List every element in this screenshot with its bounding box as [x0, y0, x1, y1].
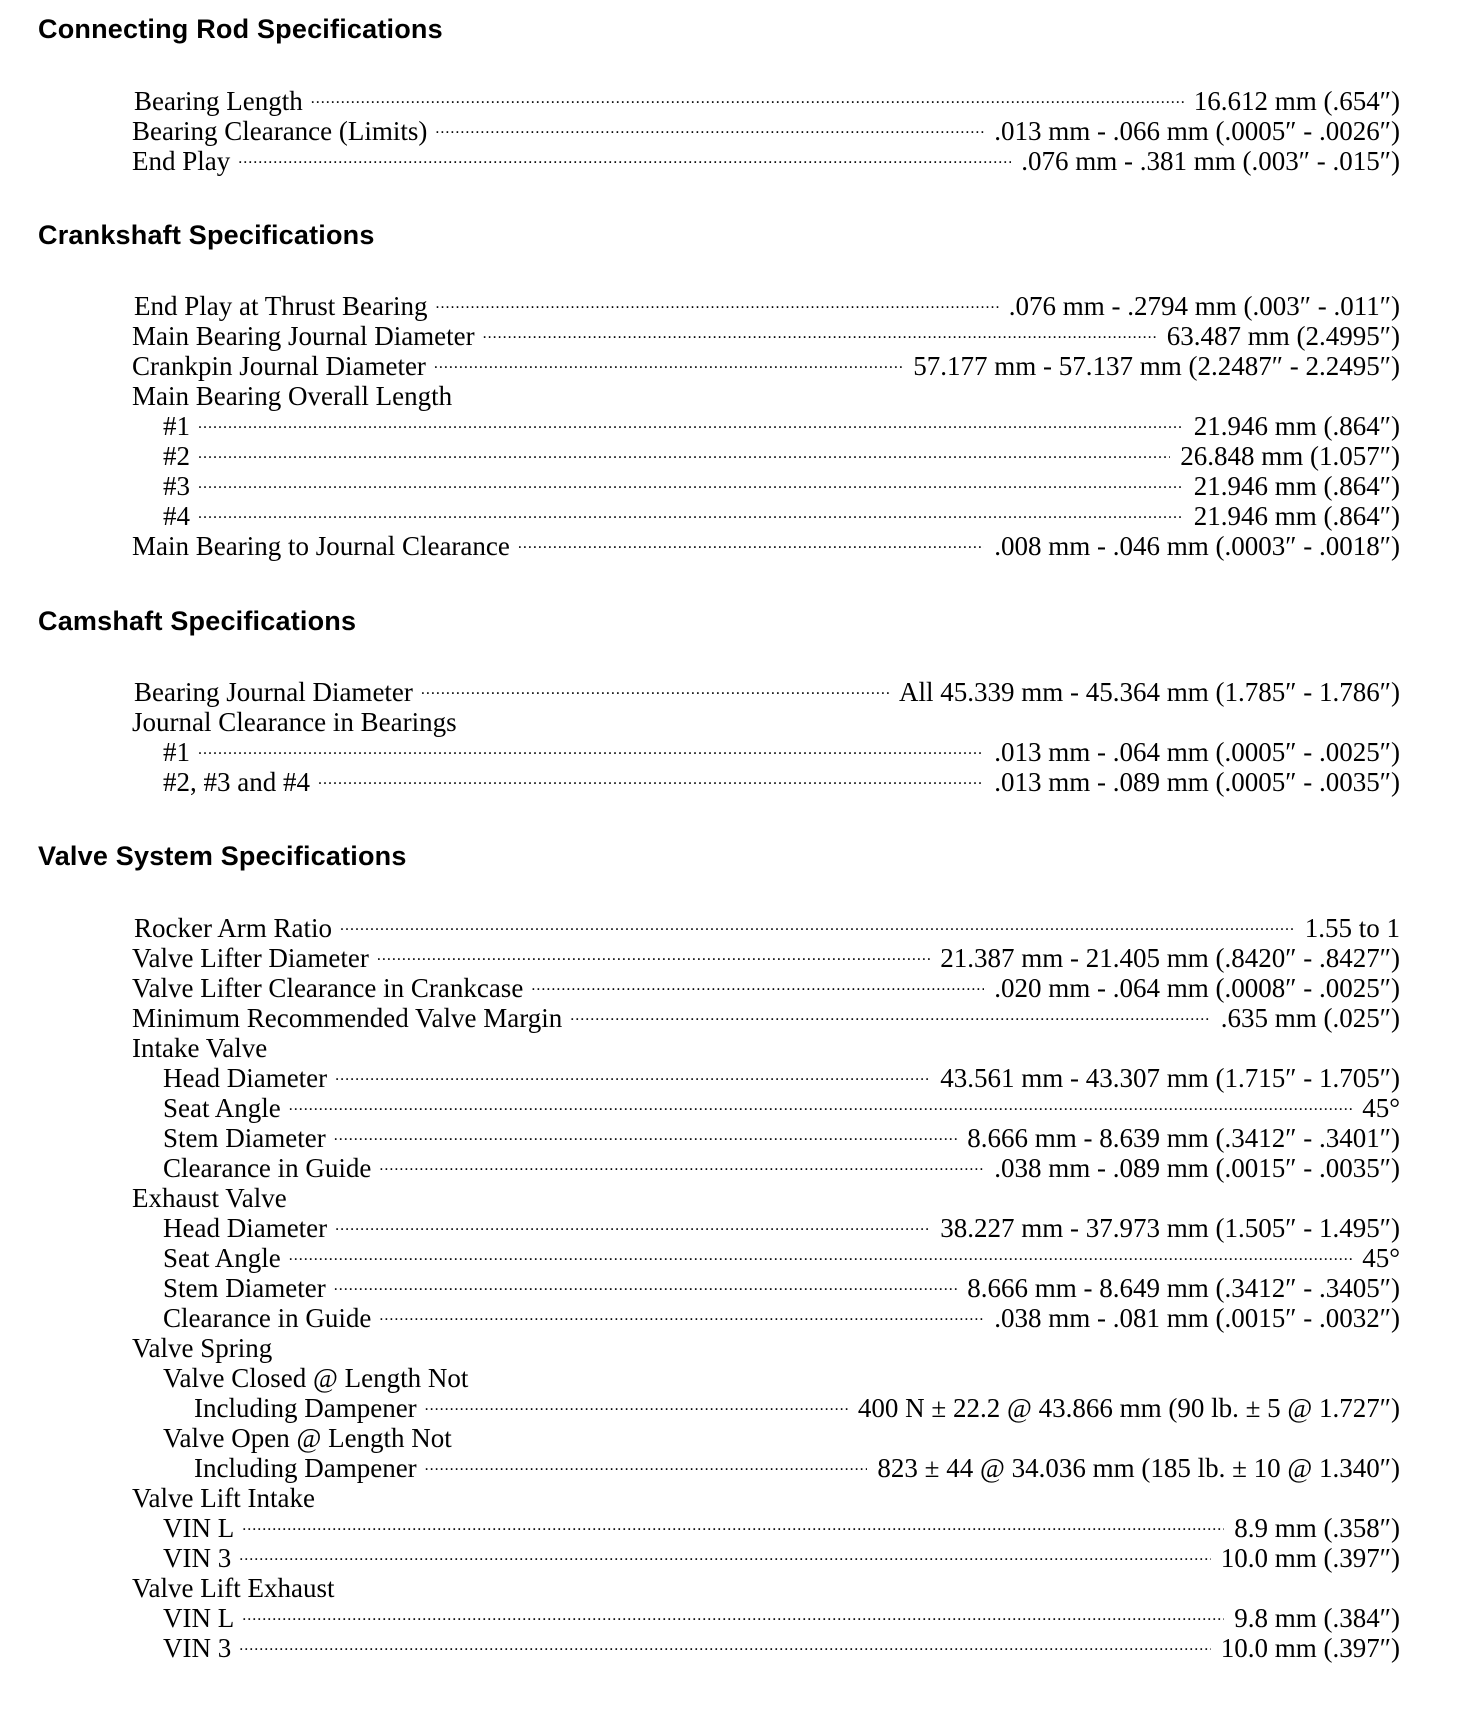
spec-label: Including Dampener — [194, 1453, 417, 1483]
spec-label: Bearing Clearance (Limits) — [132, 116, 428, 146]
spec-row — [132, 146, 1400, 176]
dot-leader — [379, 1155, 984, 1183]
dot-leader — [242, 1605, 1224, 1633]
spec-row — [163, 1513, 1400, 1543]
spec-row — [163, 1063, 1400, 1093]
section-heading-crankshaft: Crankshaft Specifications — [38, 220, 375, 250]
spec-subheading: Valve Lift Intake — [132, 1483, 315, 1513]
section-heading-valve-system: Valve System Specifications — [38, 841, 407, 871]
spec-value: 9.8 mm (.384″) — [1234, 1603, 1400, 1633]
spec-row — [163, 1303, 1400, 1333]
spec-row — [194, 1393, 1400, 1423]
spec-value: 21.946 mm (.864″) — [1193, 471, 1400, 501]
spec-value: .008 mm - .046 mm (.0003″ - .0018″) — [994, 531, 1400, 561]
dot-leader — [334, 1275, 958, 1303]
spec-value: 45° — [1362, 1243, 1400, 1273]
dot-leader — [238, 148, 1011, 176]
spec-label: Including Dampener — [194, 1393, 417, 1423]
spec-value: 45° — [1362, 1093, 1400, 1123]
spec-value: .013 mm - .089 mm (.0005″ - .0035″) — [994, 767, 1400, 797]
dot-leader — [198, 413, 1184, 441]
spec-row — [163, 1123, 1400, 1153]
spec-label: Stem Diameter — [163, 1273, 326, 1303]
spec-row — [163, 411, 1400, 441]
spec-row — [163, 1213, 1400, 1243]
spec-subheading: Valve Open @ Length Not — [163, 1423, 452, 1453]
dot-leader — [239, 1545, 1211, 1573]
spec-label: VIN L — [163, 1513, 235, 1543]
spec-label: Head Diameter — [163, 1213, 328, 1243]
spec-value: 16.612 mm (.654″) — [1193, 86, 1400, 116]
dot-leader — [289, 1095, 1352, 1123]
spec-value: 10.0 mm (.397″) — [1220, 1633, 1400, 1663]
spec-value: 21.946 mm (.864″) — [1193, 411, 1400, 441]
spec-row — [163, 1633, 1400, 1663]
spec-value: 57.177 mm - 57.137 mm (2.2487″ - 2.2495″) — [913, 351, 1400, 381]
spec-row — [134, 677, 1400, 707]
spec-row — [163, 737, 1400, 767]
spec-value: All 45.339 mm - 45.364 mm (1.785″ - 1.786″) — [899, 677, 1400, 707]
spec-value: .038 mm - .089 mm (.0015″ - .0035″) — [994, 1153, 1400, 1183]
spec-label: Minimum Recommended Valve Margin — [132, 1003, 563, 1033]
spec-row — [132, 973, 1400, 1003]
dot-leader — [518, 533, 984, 561]
spec-row — [132, 116, 1400, 146]
dot-leader — [425, 1395, 848, 1423]
spec-row — [163, 1273, 1400, 1303]
dot-leader — [198, 739, 984, 767]
spec-row — [163, 1243, 1400, 1273]
dot-leader — [311, 88, 1184, 116]
spec-row — [194, 1453, 1400, 1483]
spec-label: Main Bearing to Journal Clearance — [132, 531, 510, 561]
spec-value: 26.848 mm (1.057″) — [1180, 441, 1400, 471]
dot-leader — [425, 1455, 868, 1483]
spec-label: Clearance in Guide — [163, 1153, 372, 1183]
dot-leader — [421, 679, 889, 707]
spec-row — [134, 86, 1400, 116]
spec-label: Seat Angle — [163, 1093, 281, 1123]
spec-label: VIN 3 — [163, 1633, 232, 1663]
dot-leader — [318, 769, 984, 797]
spec-subheading: Valve Lift Exhaust — [132, 1573, 335, 1603]
dot-leader — [289, 1245, 1352, 1273]
dot-leader — [340, 915, 1295, 943]
spec-row — [163, 471, 1400, 501]
spec-label: VIN L — [163, 1603, 235, 1633]
spec-value: .013 mm - .064 mm (.0005″ - .0025″) — [994, 737, 1400, 767]
spec-value: 8.9 mm (.358″) — [1234, 1513, 1400, 1543]
spec-value: .013 mm - .066 mm (.0005″ - .0026″) — [994, 116, 1400, 146]
spec-label: #4 — [163, 501, 190, 531]
dot-leader — [335, 1215, 930, 1243]
spec-label: #1 — [163, 411, 190, 441]
spec-row — [163, 767, 1400, 797]
spec-label: End Play — [132, 146, 231, 176]
spec-label: Seat Angle — [163, 1243, 281, 1273]
spec-value: .020 mm - .064 mm (.0008″ - .0025″) — [994, 973, 1400, 1003]
spec-row — [134, 913, 1400, 943]
spec-label: Bearing Length — [134, 86, 303, 116]
spec-row — [163, 1543, 1400, 1573]
spec-value: 63.487 mm (2.4995″) — [1166, 321, 1400, 351]
spec-label: Head Diameter — [163, 1063, 328, 1093]
spec-value: 38.227 mm - 37.973 mm (1.505″ - 1.495″) — [940, 1213, 1400, 1243]
spec-label: Valve Lifter Clearance in Crankcase — [132, 973, 524, 1003]
spec-label: Rocker Arm Ratio — [134, 913, 332, 943]
dot-leader — [531, 975, 984, 1003]
spec-label: VIN 3 — [163, 1543, 232, 1573]
spec-label: End Play at Thrust Bearing — [134, 291, 428, 321]
dot-leader — [198, 503, 1184, 531]
spec-value: 10.0 mm (.397″) — [1220, 1543, 1400, 1573]
dot-leader — [434, 353, 903, 381]
spec-subheading: Valve Closed @ Length Not — [163, 1363, 469, 1393]
spec-label: #2, #3 and #4 — [163, 767, 310, 797]
spec-label: Crankpin Journal Diameter — [132, 351, 426, 381]
spec-value: .038 mm - .081 mm (.0015″ - .0032″) — [994, 1303, 1400, 1333]
spec-label: Main Bearing Journal Diameter — [132, 321, 475, 351]
spec-value: 8.666 mm - 8.639 mm (.3412″ - .3401″) — [967, 1123, 1400, 1153]
spec-value: 400 N ± 22.2 @ 43.866 mm (90 lb. ± 5 @ 1.727″) — [857, 1393, 1400, 1423]
spec-row — [132, 531, 1400, 561]
spec-label: Valve Lifter Diameter — [132, 943, 369, 973]
dot-leader — [377, 945, 930, 973]
spec-label: Clearance in Guide — [163, 1303, 372, 1333]
spec-label: #1 — [163, 737, 190, 767]
spec-label: #2 — [163, 441, 190, 471]
dot-leader — [198, 473, 1184, 501]
spec-value: 823 ± 44 @ 34.036 mm (185 lb. ± 10 @ 1.340″) — [877, 1453, 1400, 1483]
spec-row — [163, 441, 1400, 471]
spec-value: 8.666 mm - 8.649 mm (.3412″ - .3405″) — [967, 1273, 1400, 1303]
section-heading-camshaft: Camshaft Specifications — [38, 606, 357, 636]
spec-value: .635 mm (.025″) — [1220, 1003, 1400, 1033]
dot-leader — [435, 118, 984, 146]
spec-row — [132, 351, 1400, 381]
dot-leader — [242, 1515, 1224, 1543]
dot-leader — [198, 443, 1170, 471]
spec-subheading: Exhaust Valve — [132, 1183, 287, 1213]
spec-subheading: Journal Clearance in Bearings — [132, 707, 457, 737]
spec-row — [163, 501, 1400, 531]
dot-leader — [239, 1635, 1211, 1663]
spec-subheading: Main Bearing Overall Length — [132, 381, 453, 411]
spec-label: Bearing Journal Diameter — [134, 677, 413, 707]
spec-row — [163, 1093, 1400, 1123]
spec-value: 21.387 mm - 21.405 mm (.8420″ - .8427″) — [940, 943, 1400, 973]
spec-row — [163, 1603, 1400, 1633]
spec-label: Stem Diameter — [163, 1123, 326, 1153]
spec-row — [132, 943, 1400, 973]
spec-value: 43.561 mm - 43.307 mm (1.715″ - 1.705″) — [940, 1063, 1400, 1093]
dot-leader — [379, 1305, 984, 1333]
dot-leader — [335, 1065, 930, 1093]
dot-leader — [435, 293, 998, 321]
section-heading-connecting-rod: Connecting Rod Specifications — [38, 14, 443, 44]
spec-row — [132, 321, 1400, 351]
spec-subheading: Valve Spring — [132, 1333, 273, 1363]
spec-row — [134, 291, 1400, 321]
dot-leader — [334, 1125, 958, 1153]
dot-leader — [570, 1005, 1211, 1033]
spec-label: #3 — [163, 471, 190, 501]
spec-value: 1.55 to 1 — [1304, 913, 1400, 943]
spec-value: .076 mm - .381 mm (.003″ - .015″) — [1021, 146, 1400, 176]
spec-subheading: Intake Valve — [132, 1033, 268, 1063]
spec-row — [132, 1003, 1400, 1033]
spec-value: .076 mm - .2794 mm (.003″ - .011″) — [1008, 291, 1400, 321]
spec-row — [163, 1153, 1400, 1183]
spec-value: 21.946 mm (.864″) — [1193, 501, 1400, 531]
dot-leader — [483, 323, 1157, 351]
